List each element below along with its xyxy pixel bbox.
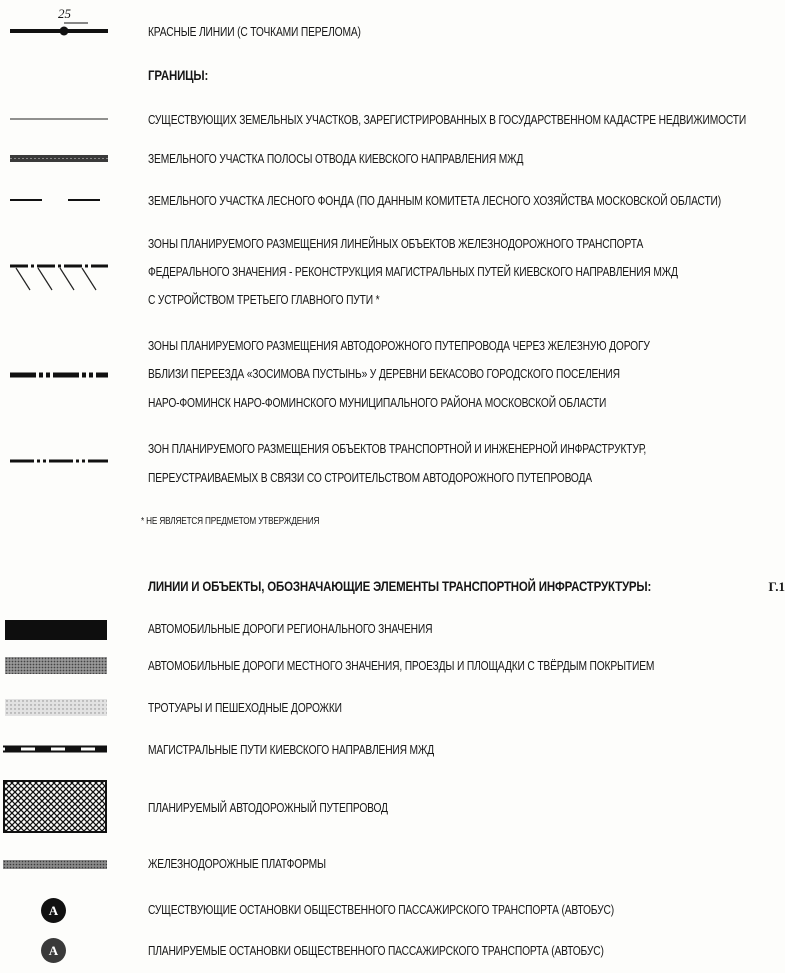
infra-zone-symbol [8, 457, 112, 465]
zone-railway-line-2: ФЕДЕРАЛЬНОГО ЗНАЧЕНИЯ - РЕКОНСТРУКЦИЯ МАГИСТРАЛЬНЫХ ПУТЕЙ КИЕВСКОГО НАПРАВЛЕНИЯ МЖД [148, 265, 678, 279]
zone-railway-line-1: ЗОНЫ ПЛАНИРУЕМОГО РАЗМЕЩЕНИЯ ЛИНЕЙНЫХ ОБЪЕКТОВ ЖЕЛЕЗНОДОРОЖНОГО ТРАНСПОРТА [148, 237, 644, 251]
zone-overpass-line-2: ВБЛИЗИ ПЕРЕЕЗДА «ЗОСИМОВА ПУСТЫНЬ» У ДЕРЕВНИ БЕКАСОВО ГОРОДСКОГО ПОСЕЛЕНИЯ [148, 367, 620, 381]
railway-allotment-boundary-symbol [8, 154, 112, 164]
red-lines-label: КРАСНЫЕ ЛИНИИ (С ТОЧКАМИ ПЕРЕЛОМА) [148, 25, 361, 39]
regional-road-symbol [5, 620, 107, 640]
mainline-railway-symbol [3, 743, 107, 755]
railway-platform-symbol [3, 860, 107, 869]
zone-overpass-line-1: ЗОНЫ ПЛАНИРУЕМОГО РАЗМЕЩЕНИЯ АВТОДОРОЖНОГО ПУТЕПРОВОДА ЧЕРЕЗ ЖЕЛЕЗНУЮ ДОРОГУ [148, 339, 650, 353]
planned-overpass-symbol [3, 780, 107, 833]
zone-infra-line-2: ПЕРЕУСТРАИВАЕМЫХ В СВЯЗИ СО СТРОИТЕЛЬСТВОМ АВТОДОРОЖНОГО ПУТЕПРОВОДА [148, 471, 592, 485]
bus-stop-planned-icon: A [41, 938, 66, 963]
transport-existing-bus-stops: СУЩЕСТВУЮЩИЕ ОСТАНОВКИ ОБЩЕСТВЕННОГО ПАССАЖИРСКОГО ТРАНСПОРТА (АВТОБУС) [148, 903, 614, 917]
boundary-cadastre-label: СУЩЕСТВУЮЩИХ ЗЕМЕЛЬНЫХ УЧАСТКОВ, ЗАРЕГИСТРИРОВАННЫХ В ГОСУДАРСТВЕННОМ КАДАСТРЕ НЕДВИЖИМОСТИ [148, 113, 747, 127]
boundary-railway-allotment-label: ЗЕМЕЛЬНОГО УЧАСТКА ПОЛОСЫ ОТВОДА КИЕВСКОГО НАПРАВЛЕНИЯ МЖД [148, 152, 524, 166]
overpass-zone-symbol [8, 370, 112, 380]
transport-sidewalks: ТРОТУАРЫ И ПЕШЕХОДНЫЕ ДОРОЖКИ [148, 701, 342, 715]
sidewalk-symbol [5, 699, 107, 716]
bus-stop-existing-icon: A [41, 898, 66, 923]
zone-railway-line-3: С УСТРОЙСТВОМ ТРЕТЬЕГО ГЛАВНОГО ПУТИ * [148, 293, 380, 307]
cadastre-boundary-symbol [8, 115, 112, 123]
boundaries-heading: ГРАНИЦЫ: [148, 67, 209, 83]
footnote: * НЕ ЯВЛЯЕТСЯ ПРЕДМЕТОМ УТВЕРЖДЕНИЯ [141, 516, 320, 527]
transport-railway-platforms: ЖЕЛЕЗНОДОРОЖНЫЕ ПЛАТФОРМЫ [148, 857, 326, 871]
transport-heading: ЛИНИИ И ОБЪЕКТЫ, ОБОЗНАЧАЮЩИЕ ЭЛЕМЕНТЫ ТРАНСПОРТНОЙ ИНФРАСТРУКТУРЫ: [148, 578, 652, 594]
zone-infra-line-1: ЗОН ПЛАНИРУЕМОГО РАЗМЕЩЕНИЯ ОБЪЕКТОВ ТРАНСПОРТНОЙ И ИНЖЕНЕРНОЙ ИНФРАСТРУКТУР, [148, 442, 647, 456]
local-road-symbol [5, 657, 107, 674]
transport-planned-overpass: ПЛАНИРУЕМЫЙ АВТОДОРОЖНЫЙ ПУТЕПРОВОД [148, 801, 388, 815]
red-line-scale-number: 25 [58, 6, 71, 21]
transport-regional-roads: АВТОМОБИЛЬНЫЕ ДОРОГИ РЕГИОНАЛЬНОГО ЗНАЧЕНИЯ [148, 622, 433, 636]
forest-fund-boundary-symbol [8, 196, 112, 204]
zone-overpass-line-3: НАРО-ФОМИНСК НАРО-ФОМИНСКОГО МУНИЦИПАЛЬНОГО РАЙОНА МОСКОВСКОЙ ОБЛАСТИ [148, 396, 607, 410]
boundary-forest-fund-label: ЗЕМЕЛЬНОГО УЧАСТКА ЛЕСНОГО ФОНДА (ПО ДАННЫМ КОМИТЕТА ЛЕСНОГО ХОЗЯЙСТВА МОСКОВСКОЙ ОБЛАСТИ) [148, 194, 722, 208]
red-line-symbol [8, 20, 112, 42]
transport-local-roads: АВТОМОБИЛЬНЫЕ ДОРОГИ МЕСТНОГО ЗНАЧЕНИЯ, ПРОЕЗДЫ И ПЛОЩАДКИ С ТВЁРДЫМ ПОКРЫТИЕМ [148, 659, 655, 673]
railway-zone-symbol [8, 260, 112, 300]
side-label: Г.1 [768, 579, 785, 594]
transport-mainline-railway: МАГИСТРАЛЬНЫЕ ПУТИ КИЕВСКОГО НАПРАВЛЕНИЯ МЖД [148, 743, 435, 757]
transport-planned-bus-stops: ПЛАНИРУЕМЫЕ ОСТАНОВКИ ОБЩЕСТВЕННОГО ПАССАЖИРСКОГО ТРАНСПОРТА (АВТОБУС) [148, 944, 604, 958]
